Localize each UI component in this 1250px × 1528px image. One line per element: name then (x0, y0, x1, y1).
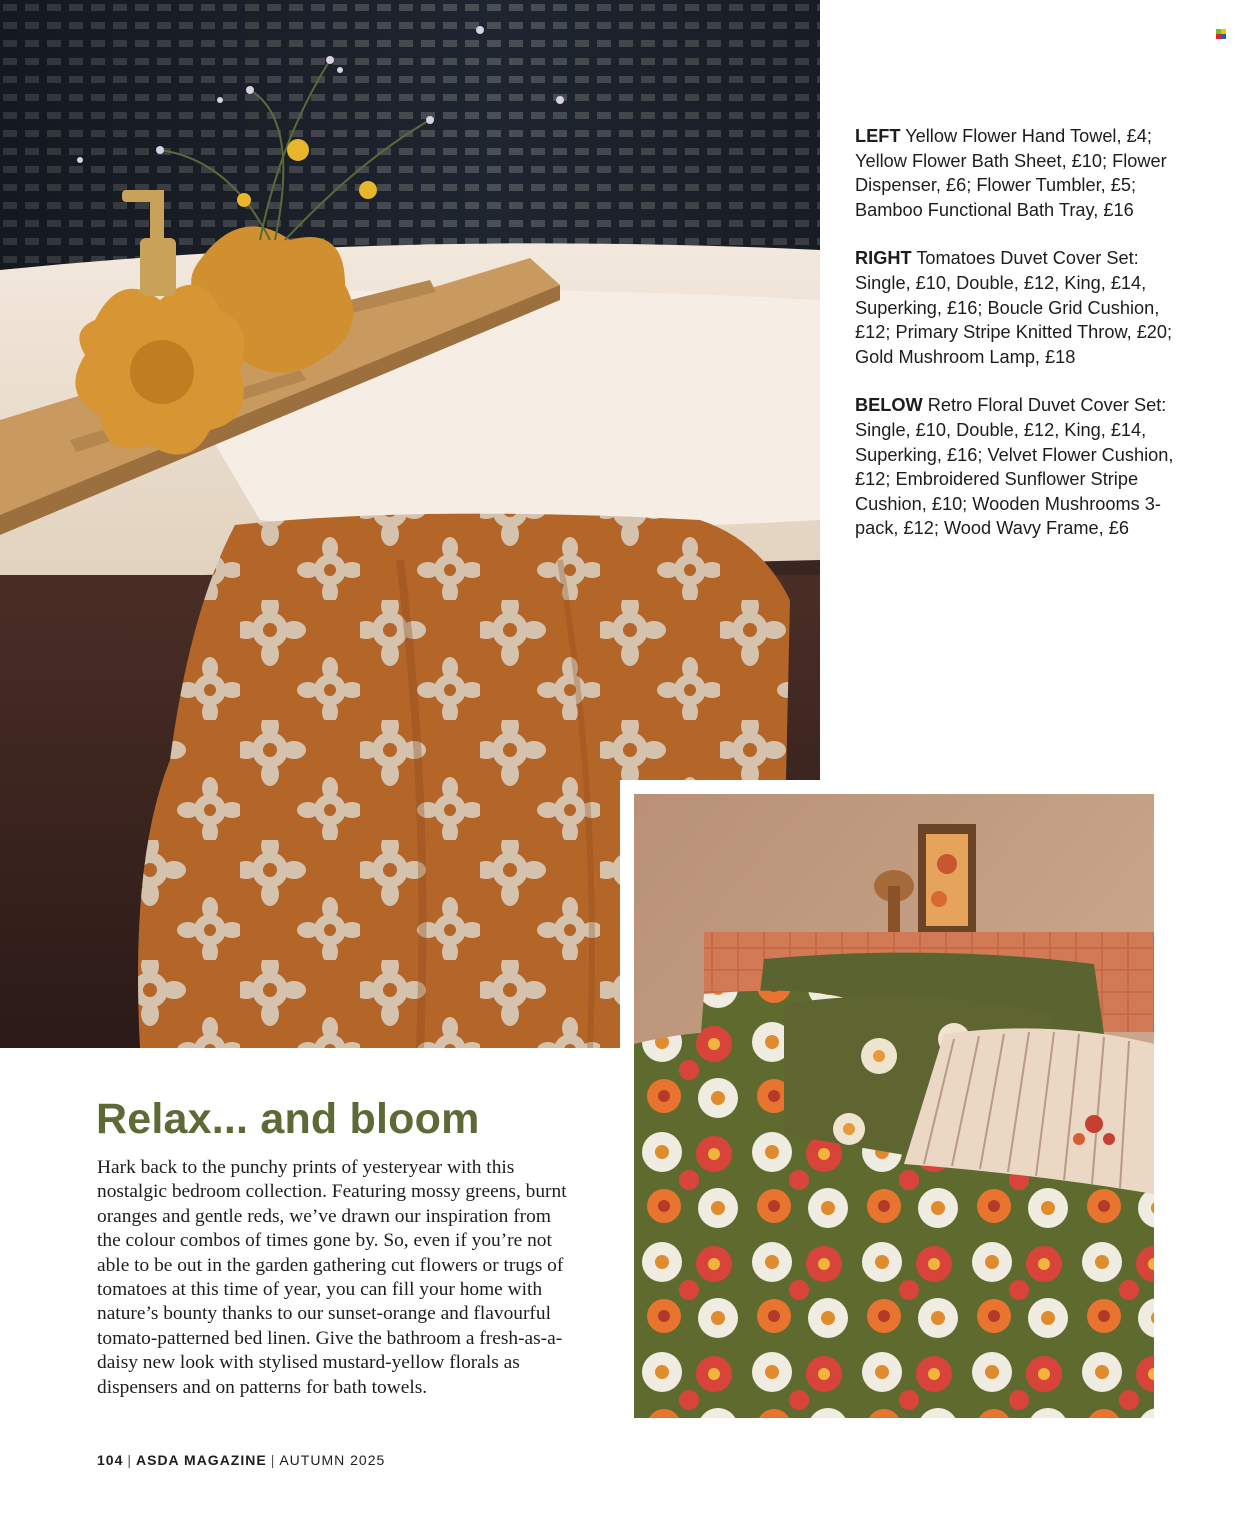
footer-separator: | (270, 1452, 276, 1468)
product-captions (855, 124, 1175, 565)
headline: Relax... and bloom (96, 1095, 480, 1143)
caption-text: Yellow Flower Hand Towel, £4; Yellow Flower Bath Sheet, £10; Flower Dispenser, £6; Flower Tumbler, £5; Bamboo Functional Bath Tray, £16 (855, 126, 1167, 220)
body-copy: Hark back to the punchy prints of yesteryear with this nostalgic bedroom collection. Featuring mossy greens, burnt oranges and gentle reds, we’ve drawn our inspiration from the colour combos of times gone by. So, even if you’re not able to be out in the garden gathering cut flowers or trugs of tomatoes at this time of year, you can fill your home with nature’s bounty thanks to our sunset-orange and flavourful tomato-patterned bed linen. Give the bathroom a fresh-as-a-daisy new look with stylised mustard-yellow florals as dispensers and on patterns for bath towels. (97, 1157, 567, 1398)
caption-below (855, 393, 1175, 541)
magazine-name: ASDA MAGAZINE (136, 1452, 267, 1468)
bedroom-illustration (634, 794, 1154, 1418)
caption-left (855, 124, 1175, 222)
issue-label: AUTUMN 2025 (279, 1452, 386, 1468)
caption-lead: LEFT (855, 126, 901, 146)
footer-separator: | (127, 1452, 132, 1468)
corner-logo-icon (1216, 29, 1226, 39)
caption-lead: BELOW (855, 395, 923, 416)
bedroom-photo (634, 794, 1154, 1418)
caption-lead: RIGHT (855, 248, 912, 269)
caption-right (855, 246, 1175, 369)
page-footer (97, 1452, 385, 1468)
caption-text: Retro Floral Duvet Cover Set: Single, £10, Double, £12, King, £14, Superking, £16; Velvet Flower Cushion, £12; Embroidered Sunflower Stripe Cushion, £10; Wooden Mushrooms 3-pack, £12; Wood Wavy Frame, £6 (855, 395, 1174, 539)
caption-text: Tomatoes Duvet Cover Set: Single, £10, Double, £12, King, £14, Superking, £16; Boucle Grid Cushion, £12; Primary Stripe Knitted Throw, £20; Gold Mushroom Lamp, £18 (855, 248, 1173, 367)
page-number: 104 (97, 1452, 124, 1468)
